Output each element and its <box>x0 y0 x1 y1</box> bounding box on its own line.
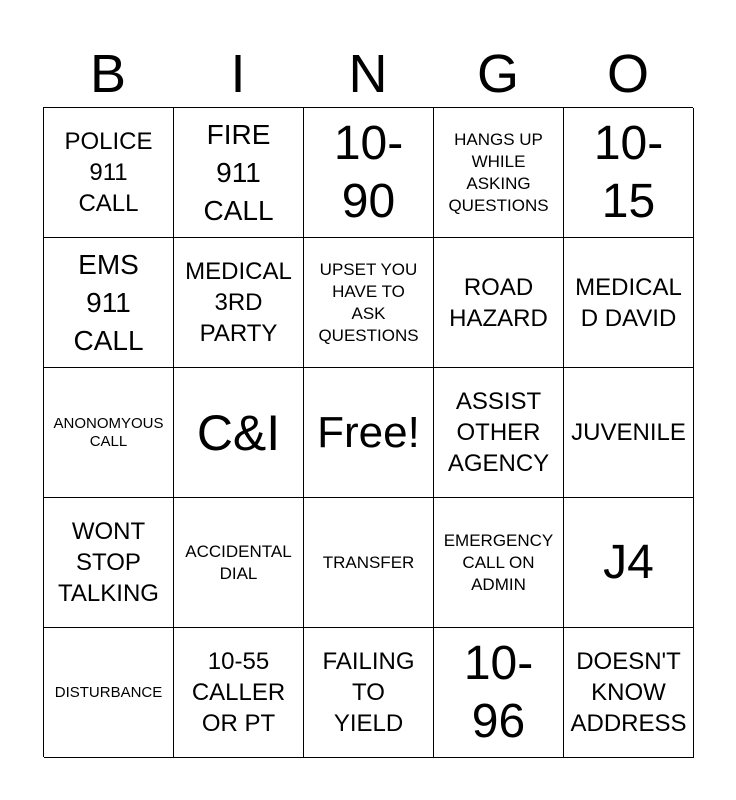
bingo-cell-o3[interactable] <box>564 368 694 498</box>
bingo-cell-g3[interactable] <box>434 368 564 498</box>
bingo-cell-n2[interactable] <box>304 238 434 368</box>
bingo-card-grid <box>43 107 693 757</box>
cell-label: FIRE 911 CALL <box>203 118 274 226</box>
bingo-cell-g5[interactable] <box>434 628 564 758</box>
cell-label: TRANSFER <box>322 552 415 572</box>
cell-label: J4 <box>603 535 654 589</box>
bingo-cell-i4[interactable] <box>174 498 304 628</box>
bingo-cell-i5[interactable] <box>174 628 304 758</box>
cell-label: MEDICAL 3RD PARTY <box>185 258 292 347</box>
cell-label: 10- 90 <box>333 116 404 228</box>
bingo-cell-b2[interactable] <box>44 238 174 368</box>
cell-label: UPSET YOU HAVE TO ASK QUESTIONS <box>318 259 419 345</box>
bingo-cell-n5[interactable] <box>304 628 434 758</box>
cell-label: JUVENILE <box>571 419 686 446</box>
header-letter-o: O <box>606 44 649 104</box>
cell-label: 10- 96 <box>463 636 534 748</box>
cell-label: ANONOMYOUS CALL <box>53 414 164 450</box>
cell-label: EMERGENCY CALL ON ADMIN <box>443 530 554 594</box>
bingo-cell-o4[interactable] <box>564 498 694 628</box>
bingo-cell-n4[interactable] <box>304 498 434 628</box>
bingo-cell-o2[interactable] <box>564 238 694 368</box>
bingo-cell-i3[interactable] <box>174 368 304 498</box>
bingo-cell-b1[interactable] <box>44 108 174 238</box>
cell-label: DISTURBANCE <box>54 683 163 701</box>
bingo-cell-o1[interactable] <box>564 108 694 238</box>
cell-label: POLICE 911 CALL <box>64 128 153 217</box>
cell-label: DOESN'T KNOW ADDRESS <box>570 648 687 737</box>
bingo-cell-g2[interactable] <box>434 238 564 368</box>
bingo-cell-n1[interactable] <box>304 108 434 238</box>
bingo-cell-i1[interactable] <box>174 108 304 238</box>
cell-label: C&I <box>196 404 281 461</box>
cell-label: HANGS UP WHILE ASKING QUESTIONS <box>448 129 549 215</box>
free-space-label: Free! <box>317 407 420 457</box>
bingo-cell-b3[interactable] <box>44 368 174 498</box>
header-letter-g: G <box>476 44 519 104</box>
bingo-cell-g1[interactable] <box>434 108 564 238</box>
bingo-cell-free[interactable] <box>304 368 434 498</box>
cell-label: 10- 15 <box>593 116 664 228</box>
bingo-header <box>43 40 693 108</box>
cell-label: WONT STOP TALKING <box>58 518 159 607</box>
cell-label: ASSIST OTHER AGENCY <box>447 388 550 477</box>
bingo-cell-o5[interactable] <box>564 628 694 758</box>
header-letter-b: B <box>89 44 127 104</box>
cell-label: FAILING TO YIELD <box>322 648 415 737</box>
bingo-cell-b4[interactable] <box>44 498 174 628</box>
bingo-cell-g4[interactable] <box>434 498 564 628</box>
cell-label: EMS 911 CALL <box>73 248 144 356</box>
header-letter-n: N <box>348 44 388 104</box>
cell-label: 10-55 CALLER OR PT <box>191 648 286 737</box>
cell-label: ROAD HAZARD <box>449 273 548 332</box>
bingo-cell-i2[interactable] <box>174 238 304 368</box>
cell-label: MEDICAL D DAVID <box>575 273 682 332</box>
header-letter-i: I <box>230 44 246 104</box>
cell-label: ACCIDENTAL DIAL <box>185 541 292 583</box>
bingo-cell-b5[interactable] <box>44 628 174 758</box>
